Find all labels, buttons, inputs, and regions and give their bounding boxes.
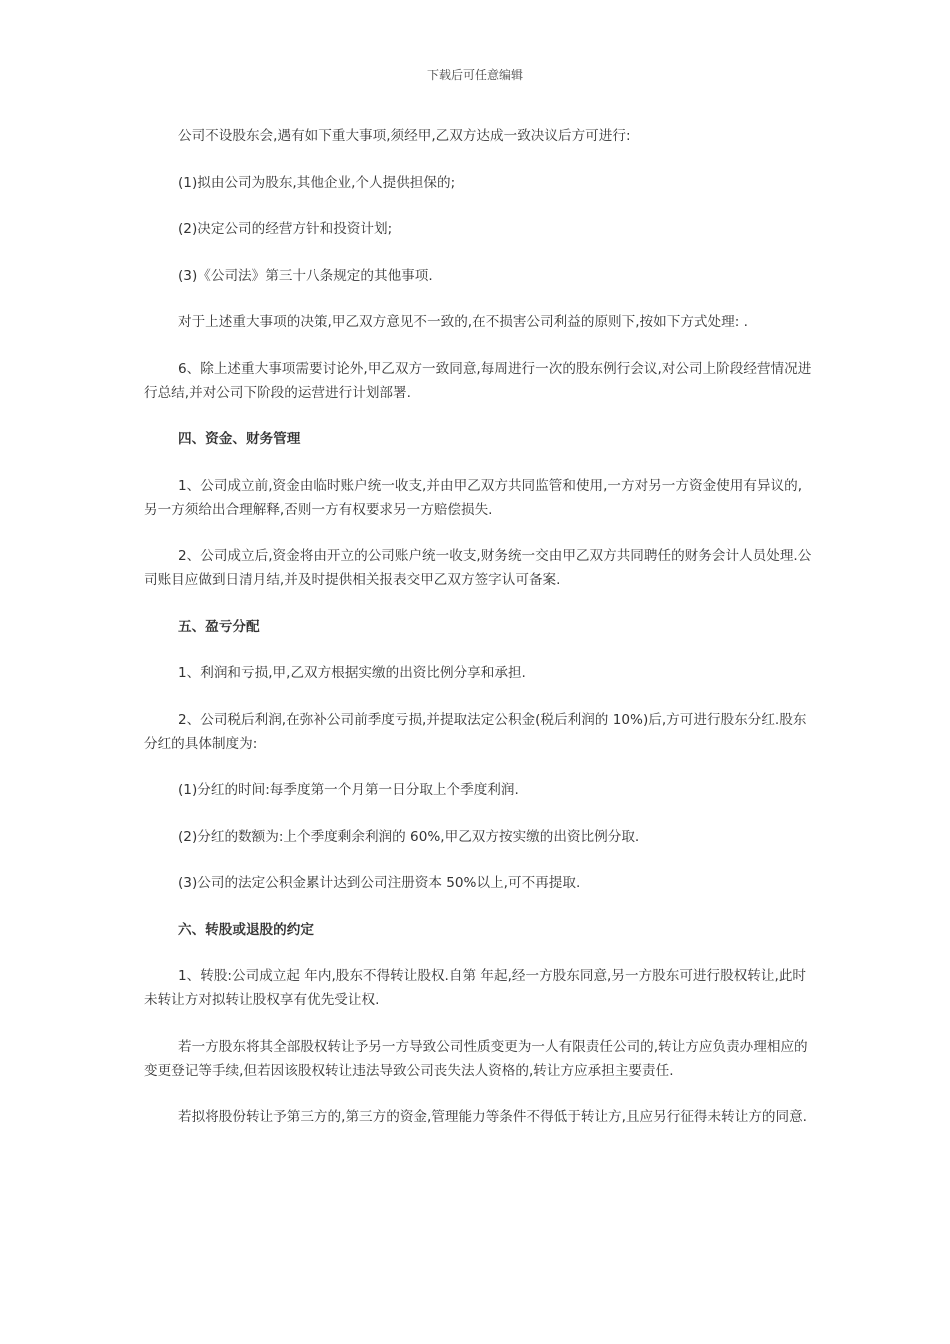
document-body: [144, 124, 812, 1152]
paragraph: 1、公司成立前,资金由临时账户统一收支,并由甲乙双方共同监管和使用,一方对另一方资金使用有异议的,另一方须给出合理解释,否则一方有权要求另一方赔偿损失.: [144, 477, 803, 518]
paragraph: 1、转股:公司成立起 年内,股东不得转让股权.自第 年起,经一方股东同意,另一方股东可进行股权转让,此时未转让方对拟转让股权享有优先受让权.: [144, 968, 807, 1008]
paragraph: 2、公司成立后,资金将由开立的公司账户统一收支,财务统一交由甲乙双方共同聘任的财务会计人员处理.公司账目应做到日清月结,并及时提供相关报表交甲乙双方签字认可备案.: [144, 548, 812, 588]
section-heading: 五、盈亏分配: [178, 618, 260, 635]
paragraph: 若拟将股份转让予第三方的,第三方的资金,管理能力等条件不得低于转让方,且应另行征得未转让方的同意.: [178, 1109, 807, 1125]
list-item: (2)决定公司的经营方针和投资计划;: [178, 221, 393, 237]
list-item: (1)分红的时间:每季度第一个月第一日分取上个季度利润.: [178, 782, 519, 798]
section-heading: 四、资金、财务管理: [178, 431, 301, 447]
list-item: (2)分红的数额为:上个季度剩余利润的 60%,甲乙双方按实缴的出资比例分取.: [178, 828, 640, 845]
list-item: (3)《公司法》第三十八条规定的其他事项.: [178, 267, 433, 284]
paragraph: 2、公司税后利润,在弥补公司前季度亏损,并提取法定公积金(税后利润的 10%)后,方可进行股东分红.股东分红的具体制度为:: [144, 711, 807, 752]
paragraph: 6、除上述重大事项需要讨论外,甲乙双方一致同意,每周进行一次的股东例行会议,对公司上阶段经营情况进行总结,并对公司下阶段的运营进行计划部署.: [144, 360, 812, 401]
paragraph: 对于上述重大事项的决策,甲乙双方意见不一致的,在不损害公司利益的原则下,按如下方式处理: .: [178, 314, 748, 330]
paragraph: 1、利润和亏损,甲,乙双方根据实缴的出资比例分享和承担.: [178, 665, 526, 681]
section-heading: 六、转股或退股的约定: [178, 921, 314, 938]
paragraph: 若一方股东将其全部股权转让予另一方导致公司性质变更为一人有限责任公司的,转让方应负责办理相应的变更登记等手续,但若因该股权转让违法导致公司丧失法人资格的,转让方应承担主要责任.: [144, 1038, 808, 1079]
page-header-note: 下载后可任意编辑: [426, 68, 523, 82]
list-item: (1)拟由公司为股东,其他企业,个人提供担保的;: [178, 174, 456, 191]
paragraph: 公司不设股东会,遇有如下重大事项,须经甲,乙双方达成一致决议后方可进行:: [178, 128, 631, 144]
list-item: (3)公司的法定公积金累计达到公司注册资本 50%以上,可不再提取.: [178, 875, 581, 891]
